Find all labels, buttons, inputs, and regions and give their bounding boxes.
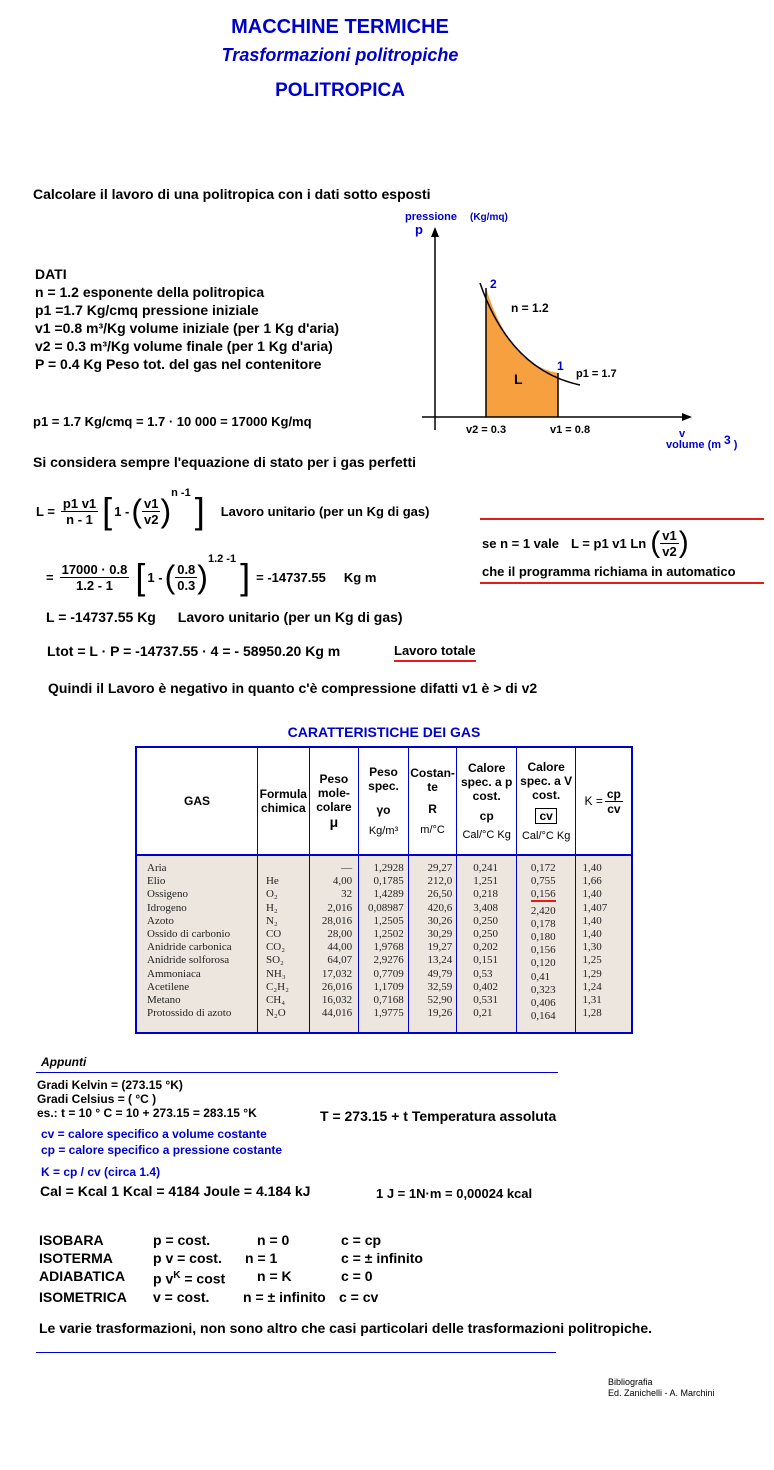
header-constant: Costan- te <box>410 766 455 794</box>
table-cell: 0,180 <box>530 930 556 943</box>
table-cell: 0,172 <box>530 862 556 874</box>
table-cell: He <box>265 875 279 888</box>
table-cell: 0,21 <box>473 1007 493 1020</box>
table-cell: C₂H₂ <box>265 980 289 993</box>
table-cell: 0,7709 <box>373 967 404 980</box>
table-cell: 26,50 <box>427 888 453 901</box>
table-cell: 1,4289 <box>373 888 404 901</box>
y-symbol: p <box>415 222 423 237</box>
formula-work: L = $\frac{p1 v1}{n - 1}$ [ 1 - ( $\frac{v1}{v2}$ ) n -1 ] Lavoro unitario (per un Kg di gas) <box>36 487 430 531</box>
table-cell: 32 <box>341 888 353 901</box>
table-cell: Ammoniaca <box>147 967 201 980</box>
gas-table <box>135 746 633 1034</box>
table-cell: 2,420 <box>530 904 556 917</box>
p1-label: p1 = 1.7 <box>576 368 617 380</box>
x-axis-label: v <box>679 428 686 440</box>
formula-numeric: = $\frac{17000 \cdot 0.8}{1.2 - 1}$ [ 1 - ( $\frac{0.8}{0.3}$ ) 1.2 -1 ] = -14737.55 Kg m <box>46 553 377 597</box>
k-column <box>576 856 631 1032</box>
cv-column <box>517 856 577 1032</box>
table-cell: 0,151 <box>473 954 499 967</box>
table-cell: Metano <box>147 993 181 1006</box>
table-cell: 1,407 <box>582 901 608 914</box>
table-cell: Acetilene <box>147 980 190 993</box>
section-title: POLITROPICA <box>275 80 405 101</box>
table-cell: 0,08987 <box>367 901 404 914</box>
total-work-label: Lavoro totale <box>394 643 476 662</box>
table-cell: SO₂ <box>265 954 284 967</box>
dati-line: n = 1.2 esponente della politropica <box>35 284 265 300</box>
state-equation-note: Si considera sempre l'equazione di stato per i gas perfetti <box>33 454 416 470</box>
table-cell: 4,00 <box>332 875 353 888</box>
x-axis-unit-close: ) <box>733 439 738 451</box>
table-cell: Ossido di carbonio <box>147 927 231 940</box>
table-cell: Azoto <box>147 914 174 927</box>
note-k: K = cp / cv (circa 1.4) <box>41 1165 161 1179</box>
intro-text: Calcolare il lavoro di una politropica con i dati sotto esposti <box>33 186 431 202</box>
header-cp: Calore spec. a p cost. <box>460 761 513 803</box>
header-gas: GAS <box>184 794 211 808</box>
table-cell: 30,29 <box>427 927 453 940</box>
gas-table-header: GAS Formula chimica Peso mole- colare μ Peso spec. γo Kg/m³ Costan- te R m/°C Calore spec. a p cost. cp Cal/°C Kg Calore spec. a V cost. cv Cal/°C Kg K = $\frac{cp}{cv}$ <box>137 748 631 856</box>
table-cell: 1,2505 <box>373 914 404 927</box>
pv-diagram <box>400 205 774 455</box>
conclusion-text: Quindi il Lavoro è negativo in quanto c'è compressione difatti v1 è > di v2 <box>48 680 538 696</box>
table-cell: 1,28 <box>582 1007 602 1020</box>
v2-label: v2 = 0.3 <box>466 424 507 436</box>
table-cell: 1,9768 <box>373 941 404 954</box>
table-cell: 1,30 <box>582 941 602 954</box>
svg-text:volume (m3) <box>666 433 738 451</box>
table-cell: 1,66 <box>582 875 602 888</box>
table-cell: 0,1785 <box>373 875 404 888</box>
table-cell: 0,156 <box>530 944 556 957</box>
table-cell: 0,156 <box>530 888 556 901</box>
table-cell: O₂ <box>265 888 278 901</box>
notes-divider <box>36 1072 558 1073</box>
table-cell: 2,016 <box>327 901 353 914</box>
numeric-result: = -14737.55 <box>256 569 326 585</box>
transformations-list <box>39 1231 423 1306</box>
note-absolute-temperature: T = 273.15 + t Temperatura assoluta <box>320 1108 557 1124</box>
molar-weight-column <box>310 856 360 1032</box>
constant-column <box>409 856 458 1032</box>
transformation-row: ISOMETRICA v = cost. n = ± infinito c = cv <box>39 1288 379 1305</box>
table-cell: 1,251 <box>473 875 499 888</box>
page-title: MACCHINE TERMICHE <box>231 16 449 38</box>
table-cell: 17,032 <box>321 967 353 980</box>
table-cell: 0,178 <box>530 917 556 930</box>
table-cell: 0,406 <box>530 996 556 1009</box>
transformation-row: ADIABATICA p $v^K = \cos t$ n = K c = 0 <box>39 1268 373 1287</box>
table-cell: Idrogeno <box>147 901 187 914</box>
gas-name-column <box>137 856 258 1032</box>
formula-desc: Lavoro unitario (per un Kg di gas) <box>220 503 430 519</box>
formula-column <box>258 856 310 1032</box>
table-cell: 52,90 <box>427 993 453 1006</box>
gas-table-title: CARATTERISTICHE DEI GAS <box>287 724 481 740</box>
transformation-row: ISOTERMA p v = cost. n = 1 c = ± infinito <box>39 1250 423 1266</box>
side-note: se n = 1 vale L = p1 v1 Ln ( $\frac{v1}{v2}$ ) <box>482 526 689 559</box>
table-cell: Protossido di azoto <box>147 1007 232 1020</box>
header-cv: Calore spec. a V cost. <box>520 760 573 802</box>
point-1-label: 1 <box>557 359 564 373</box>
table-cell: 1,9775 <box>373 1007 404 1020</box>
table-cell: 0,120 <box>530 957 556 970</box>
bibliography <box>608 1377 715 1399</box>
table-cell: 1,31 <box>582 993 602 1006</box>
fraction: $\frac{p1 v1}{n - 1}$ <box>62 495 97 527</box>
table-cell: 1,40 <box>582 927 602 940</box>
note-celsius: Gradi Celsius = ( °C ) <box>37 1092 157 1106</box>
x-arrow-icon <box>682 413 692 421</box>
table-cell: 0,218 <box>473 888 499 901</box>
table-cell: 1,24 <box>582 980 602 993</box>
dati-line: P = 0.4 Kg Peso tot. del gas nel contenitore <box>35 356 322 372</box>
y-axis-label: pressione <box>405 211 457 223</box>
table-cell: 44,016 <box>321 1007 353 1020</box>
table-cell: 32,59 <box>427 980 453 993</box>
table-cell: 0,755 <box>530 875 556 888</box>
table-cell: 420,6 <box>427 901 453 914</box>
ratio: $\frac{v1}{v2}$ <box>144 495 159 527</box>
table-cell: Anidride carbonica <box>147 941 232 954</box>
table-cell: 0,164 <box>530 1010 556 1023</box>
dati-line: v1 =0.8 m³/Kg volume iniziale (per 1 Kg d'aria) <box>35 320 340 336</box>
dati-line: v2 = 0.3 m³/Kg volume finale (per 1 Kg d'aria) <box>35 338 333 354</box>
table-cell: 19,27 <box>427 941 453 954</box>
notes-heading: Appunti <box>41 1055 87 1069</box>
table-cell: CO₂ <box>265 941 286 954</box>
note-kelvin: Gradi Kelvin = (273.15 °K) <box>37 1078 183 1092</box>
x-axis-unit-exp: 3 <box>724 433 731 447</box>
table-cell: 0,41 <box>530 970 551 983</box>
table-cell: 1,29 <box>582 967 602 980</box>
table-cell: N₂O <box>265 1007 286 1020</box>
y-axis-unit: (Kg/mq) <box>470 212 508 223</box>
table-cell: 16,032 <box>321 993 353 1006</box>
cp-column <box>457 856 517 1032</box>
red-divider <box>480 518 764 520</box>
table-cell: 29,27 <box>427 862 453 874</box>
notes-block <box>37 1078 257 1120</box>
table-cell: 0,323 <box>530 983 556 996</box>
table-cell: — <box>341 862 353 874</box>
bibliography-source: Ed. Zanichelli - A. Marchini <box>608 1388 715 1398</box>
dati-line: p1 =1.7 Kg/cmq pressione iniziale <box>35 302 259 318</box>
note-example: es.: t = 10 ° C = 10 + 273.15 = 283.15 °K <box>37 1106 257 1120</box>
result-unit-work: L = -14737.55 Kg Lavoro unitario (per un Kg di gas) <box>46 609 403 625</box>
table-cell: 49,79 <box>427 967 453 980</box>
table-cell: 0,250 <box>473 914 499 927</box>
conversion-line: p1 = 1.7 Kg/cmq = 1.7 · 10 000 = 17000 Kg/mq <box>33 414 312 429</box>
table-cell: Elio <box>147 875 166 888</box>
header-molar-weight: Peso mole- colare <box>316 772 352 814</box>
gas-table-body <box>137 856 631 1032</box>
table-cell: 3,408 <box>473 901 499 914</box>
table-cell: 28,016 <box>321 914 353 927</box>
table-cell: Aria <box>147 862 167 874</box>
table-cell: 0,202 <box>473 941 499 954</box>
table-cell: N₂ <box>265 914 278 927</box>
area-label: L <box>514 371 523 387</box>
y-arrow-icon <box>431 227 439 237</box>
table-cell: 2,9276 <box>373 954 404 967</box>
curve-label: n = 1.2 <box>511 301 549 315</box>
header-k: K = <box>584 794 603 808</box>
header-specific-weight: Peso spec. <box>368 765 399 793</box>
red-divider <box>480 582 764 584</box>
table-cell: H₂ <box>265 901 278 914</box>
x-axis-unit: volume (m <box>666 439 722 451</box>
exponent: n -1 <box>171 487 191 499</box>
table-cell: 1,40 <box>582 888 602 901</box>
table-cell: 0,53 <box>473 967 493 980</box>
note-joule: 1 J = 1N·m = 0,00024 kcal <box>376 1186 533 1201</box>
formula-one: 1 - <box>114 503 130 519</box>
table-cell: CO <box>265 927 282 940</box>
table-cell: 0,7168 <box>373 993 404 1006</box>
table-cell: 44,00 <box>327 941 353 954</box>
table-cell: 26,016 <box>321 980 353 993</box>
table-cell: Anidride solforosa <box>147 954 230 967</box>
footer-divider <box>36 1352 556 1353</box>
result-total-work: Ltot = L · P = -14737.55 · 4 = - 58950.20 Kg m <box>47 643 341 659</box>
table-cell: 30,26 <box>427 914 453 927</box>
table-cell: Ossigeno <box>147 888 188 901</box>
table-cell: 0,402 <box>473 980 499 993</box>
page-subtitle: Trasformazioni politropiche <box>221 45 459 65</box>
closing-text: Le varie trasformazioni, non sono altro che casi particolari delle trasformazioni politropiche. <box>39 1320 653 1336</box>
note-cv: cv = calore specifico a volume costante <box>41 1127 267 1141</box>
note-calories: Cal = Kcal 1 Kcal = 4184 Joule = 4.184 kJ <box>40 1183 311 1199</box>
table-cell: 0,531 <box>473 993 499 1006</box>
table-cell: NH₃ <box>265 967 286 980</box>
transformation-row: ISOBARA p = cost. n = 0 c = cp <box>39 1232 382 1248</box>
table-cell: 13,24 <box>427 954 453 967</box>
table-cell: 1,25 <box>582 954 602 967</box>
table-cell: 28,00 <box>327 927 353 940</box>
table-cell: 1,1709 <box>373 980 404 993</box>
v1-label: v1 = 0.8 <box>550 424 591 436</box>
dati-heading: DATI <box>35 266 67 282</box>
table-cell: 1,40 <box>582 862 602 874</box>
table-cell <box>266 862 309 875</box>
table-cell: 1,2928 <box>373 862 404 874</box>
table-cell: 19,26 <box>427 1007 453 1020</box>
table-cell: 1,40 <box>582 914 602 927</box>
table-cell: 212,0 <box>427 875 453 888</box>
table-cell: 0,250 <box>473 927 499 940</box>
table-cell: CH₄ <box>265 993 286 1006</box>
table-cell: 64,07 <box>327 954 353 967</box>
point-2-label: 2 <box>490 277 497 291</box>
table-cell: 1,2502 <box>373 927 404 940</box>
header-formula: Formula chimica <box>259 787 307 815</box>
table-cell: 0,241 <box>473 862 499 874</box>
dati-block <box>35 265 339 373</box>
side-note-line2: che il programma richiama in automatico <box>482 564 736 579</box>
bibliography-label: Bibliografia <box>608 1377 653 1387</box>
formula-lhs: L = <box>36 503 55 519</box>
note-cp: cp = calore specifico a pressione costante <box>41 1143 283 1157</box>
specific-weight-column <box>359 856 409 1032</box>
